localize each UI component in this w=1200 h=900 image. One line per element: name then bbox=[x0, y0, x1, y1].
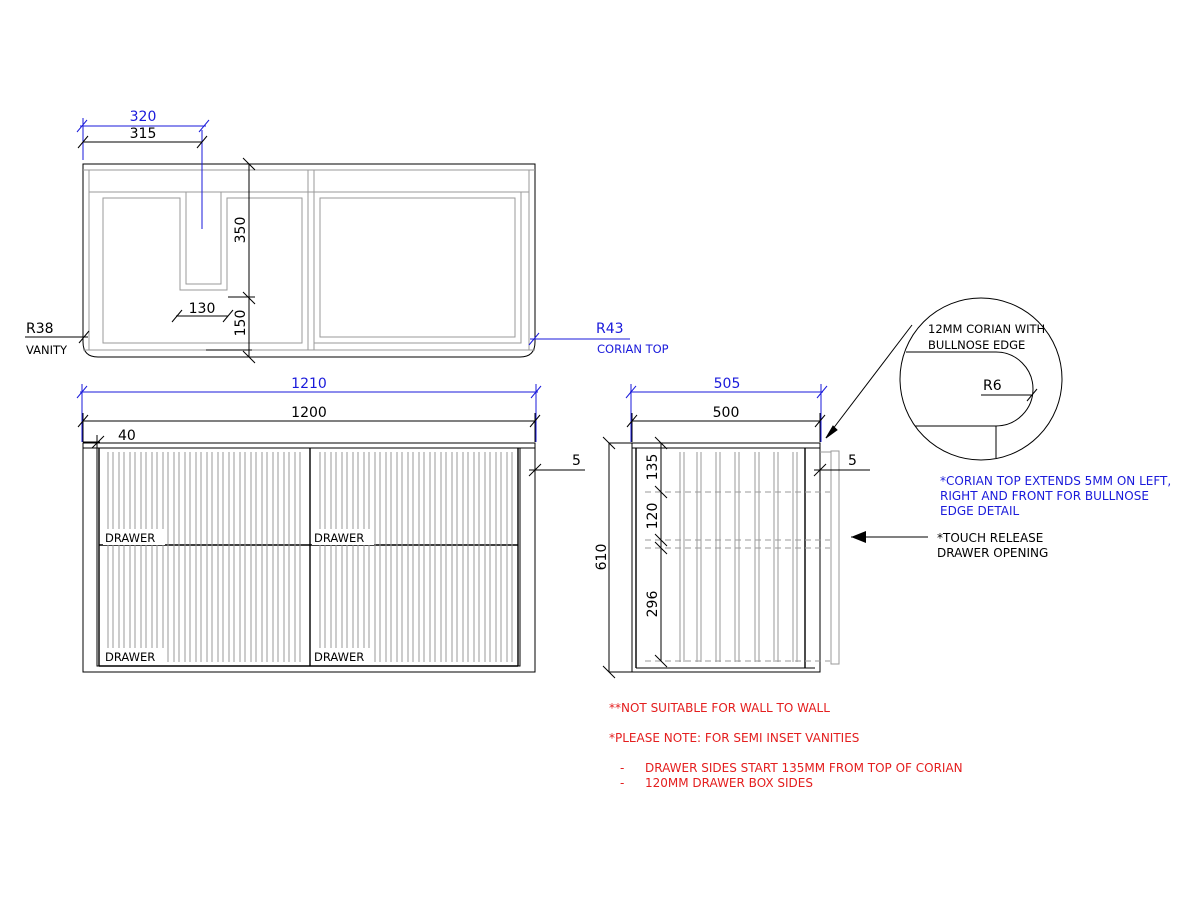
front-view bbox=[77, 376, 585, 672]
corian-note-line3: EDGE DETAIL bbox=[940, 504, 1020, 518]
front-drawer-label-4: DRAWER bbox=[314, 650, 365, 664]
label-vanity: VANITY bbox=[26, 343, 68, 357]
dim-315: 315 bbox=[129, 126, 157, 142]
front-drawer-label-2: DRAWER bbox=[314, 531, 365, 545]
label-r38: R38 bbox=[26, 321, 54, 337]
note-item-2: 120MM DRAWER BOX SIDES bbox=[645, 776, 813, 790]
dim-610: 610 bbox=[594, 543, 610, 571]
dim-296: 296 bbox=[645, 590, 661, 618]
label-corian-top: CORIAN TOP bbox=[597, 342, 669, 356]
dim-150: 150 bbox=[233, 309, 249, 337]
dim-505: 505 bbox=[713, 376, 741, 392]
plan-view bbox=[25, 109, 669, 363]
front-drawer-label-3: DRAWER bbox=[105, 650, 156, 664]
dim-130: 130 bbox=[188, 301, 216, 317]
touch-note-line2: DRAWER OPENING bbox=[937, 546, 1049, 560]
dim-1210: 1210 bbox=[291, 376, 327, 392]
label-r43: R43 bbox=[596, 321, 624, 337]
note-wall-to-wall: **NOT SUITABLE FOR WALL TO WALL bbox=[609, 701, 830, 715]
red-notes bbox=[609, 701, 963, 790]
dim-320: 320 bbox=[129, 109, 157, 125]
note-please: *PLEASE NOTE: FOR SEMI INSET VANITIES bbox=[609, 731, 860, 745]
dim-120: 120 bbox=[645, 502, 661, 530]
note-dash-1: - bbox=[620, 761, 625, 775]
corian-note bbox=[940, 474, 1171, 518]
note-item-1: DRAWER SIDES START 135MM FROM TOP OF CORIAN bbox=[645, 761, 963, 775]
dim-500: 500 bbox=[712, 405, 740, 421]
corian-note-line2: RIGHT AND FRONT FOR BULLNOSE bbox=[940, 489, 1149, 503]
touch-release-note bbox=[851, 531, 1048, 560]
corian-note-line1: *CORIAN TOP EXTENDS 5MM ON LEFT, bbox=[940, 474, 1172, 488]
label-r6: R6 bbox=[983, 378, 1002, 394]
front-drawer-label-1: DRAWER bbox=[105, 531, 156, 545]
side-slats bbox=[680, 452, 797, 662]
dim-350: 350 bbox=[233, 216, 249, 244]
note-dash-2: - bbox=[620, 776, 625, 790]
side-view bbox=[594, 376, 870, 678]
dim-1200: 1200 bbox=[291, 405, 327, 421]
detail-title-1: 12MM CORIAN WITH bbox=[928, 322, 1046, 336]
dim-40: 40 bbox=[118, 428, 136, 444]
dim-5-side: 5 bbox=[848, 453, 857, 469]
dim-135: 135 bbox=[645, 453, 661, 481]
dim-5-front: 5 bbox=[572, 453, 581, 469]
detail-title-2: BULLNOSE EDGE bbox=[928, 338, 1026, 352]
bullnose-detail bbox=[826, 298, 1062, 460]
touch-note-line1: *TOUCH RELEASE bbox=[937, 531, 1044, 545]
